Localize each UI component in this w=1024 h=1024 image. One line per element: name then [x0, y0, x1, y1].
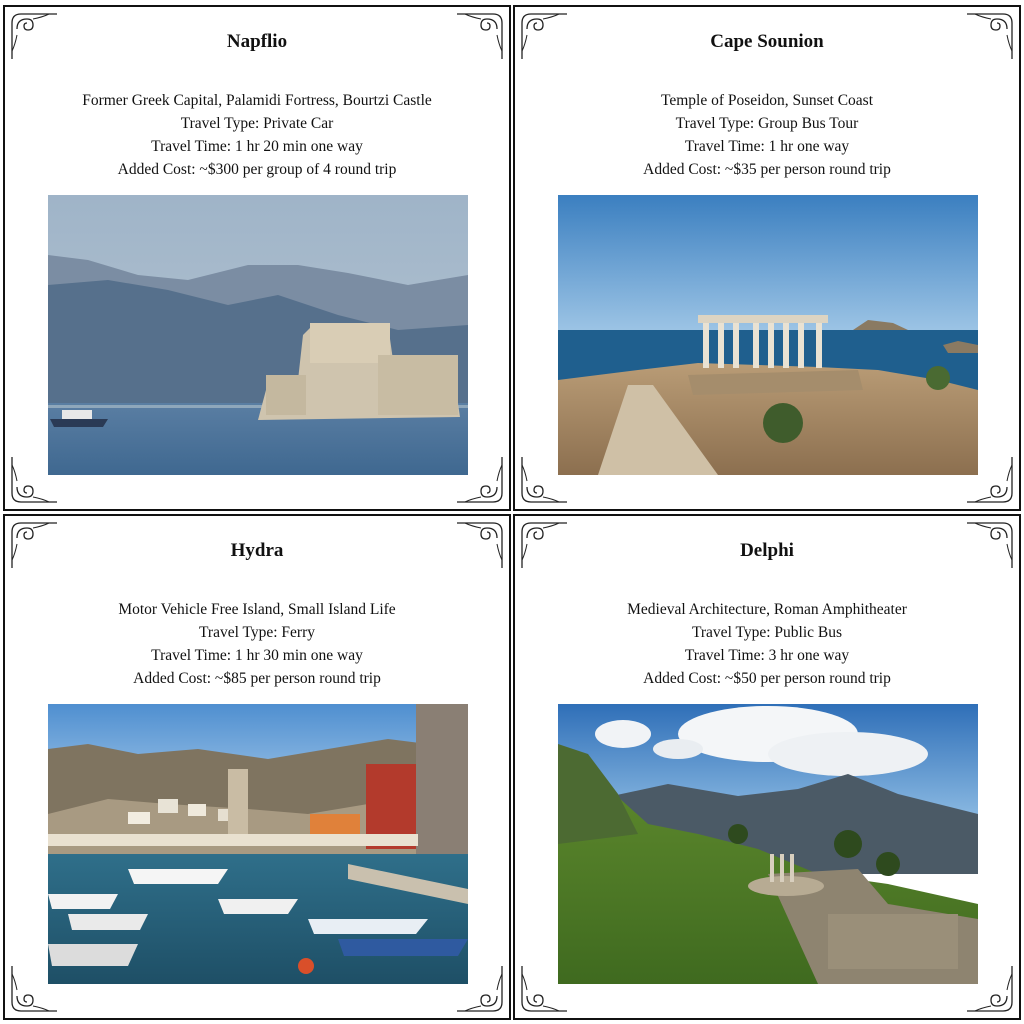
added-cost-text: Added Cost: ~$85 per person round trip	[133, 670, 381, 687]
sea-fortress-photo	[48, 195, 468, 475]
destination-details	[515, 598, 1019, 690]
destination-card-cape-sounion	[513, 5, 1021, 511]
travel-type-text: Travel Type: Public Bus	[691, 624, 843, 641]
added-cost-text: Added Cost: ~$35 per person round trip	[643, 161, 891, 178]
added-cost-text: Added Cost: ~$300 per group of 4 round trip	[117, 161, 397, 178]
travel-time-text: Travel Time: 1 hr one way	[684, 138, 850, 155]
destination-card-hydra	[3, 514, 511, 1020]
highlights-text: Temple of Poseidon, Sunset Coast	[660, 92, 874, 109]
destination-title: Cape Sounion	[710, 31, 824, 52]
destination-title: Delphi	[740, 540, 794, 561]
highlights-text: Motor Vehicle Free Island, Small Island Life	[118, 601, 396, 618]
travel-type-text: Travel Type: Private Car	[180, 115, 334, 132]
mountain-ruins-photo	[558, 704, 978, 984]
travel-time-text: Travel Time: 1 hr 30 min one way	[151, 647, 363, 664]
travel-time-text: Travel Time: 3 hr one way	[684, 647, 850, 664]
destination-details	[515, 89, 1019, 181]
destination-details	[5, 598, 509, 690]
temple-ruins-photo	[558, 195, 978, 475]
harbor-boats-photo	[48, 704, 468, 984]
travel-type-text: Travel Type: Group Bus Tour	[675, 115, 859, 132]
destination-card-napflio	[3, 5, 511, 511]
travel-type-text: Travel Type: Ferry	[198, 624, 315, 641]
destination-title: Hydra	[230, 540, 284, 561]
destination-details	[5, 89, 509, 181]
highlights-text: Medieval Architecture, Roman Amphitheater	[627, 601, 907, 618]
travel-time-text: Travel Time: 1 hr 20 min one way	[151, 138, 363, 155]
destination-title: Napflio	[226, 31, 288, 52]
highlights-text: Former Greek Capital, Palamidi Fortress, Bourtzi Castle	[82, 92, 432, 109]
added-cost-text: Added Cost: ~$50 per person round trip	[643, 670, 891, 687]
destination-card-delphi	[513, 514, 1021, 1020]
